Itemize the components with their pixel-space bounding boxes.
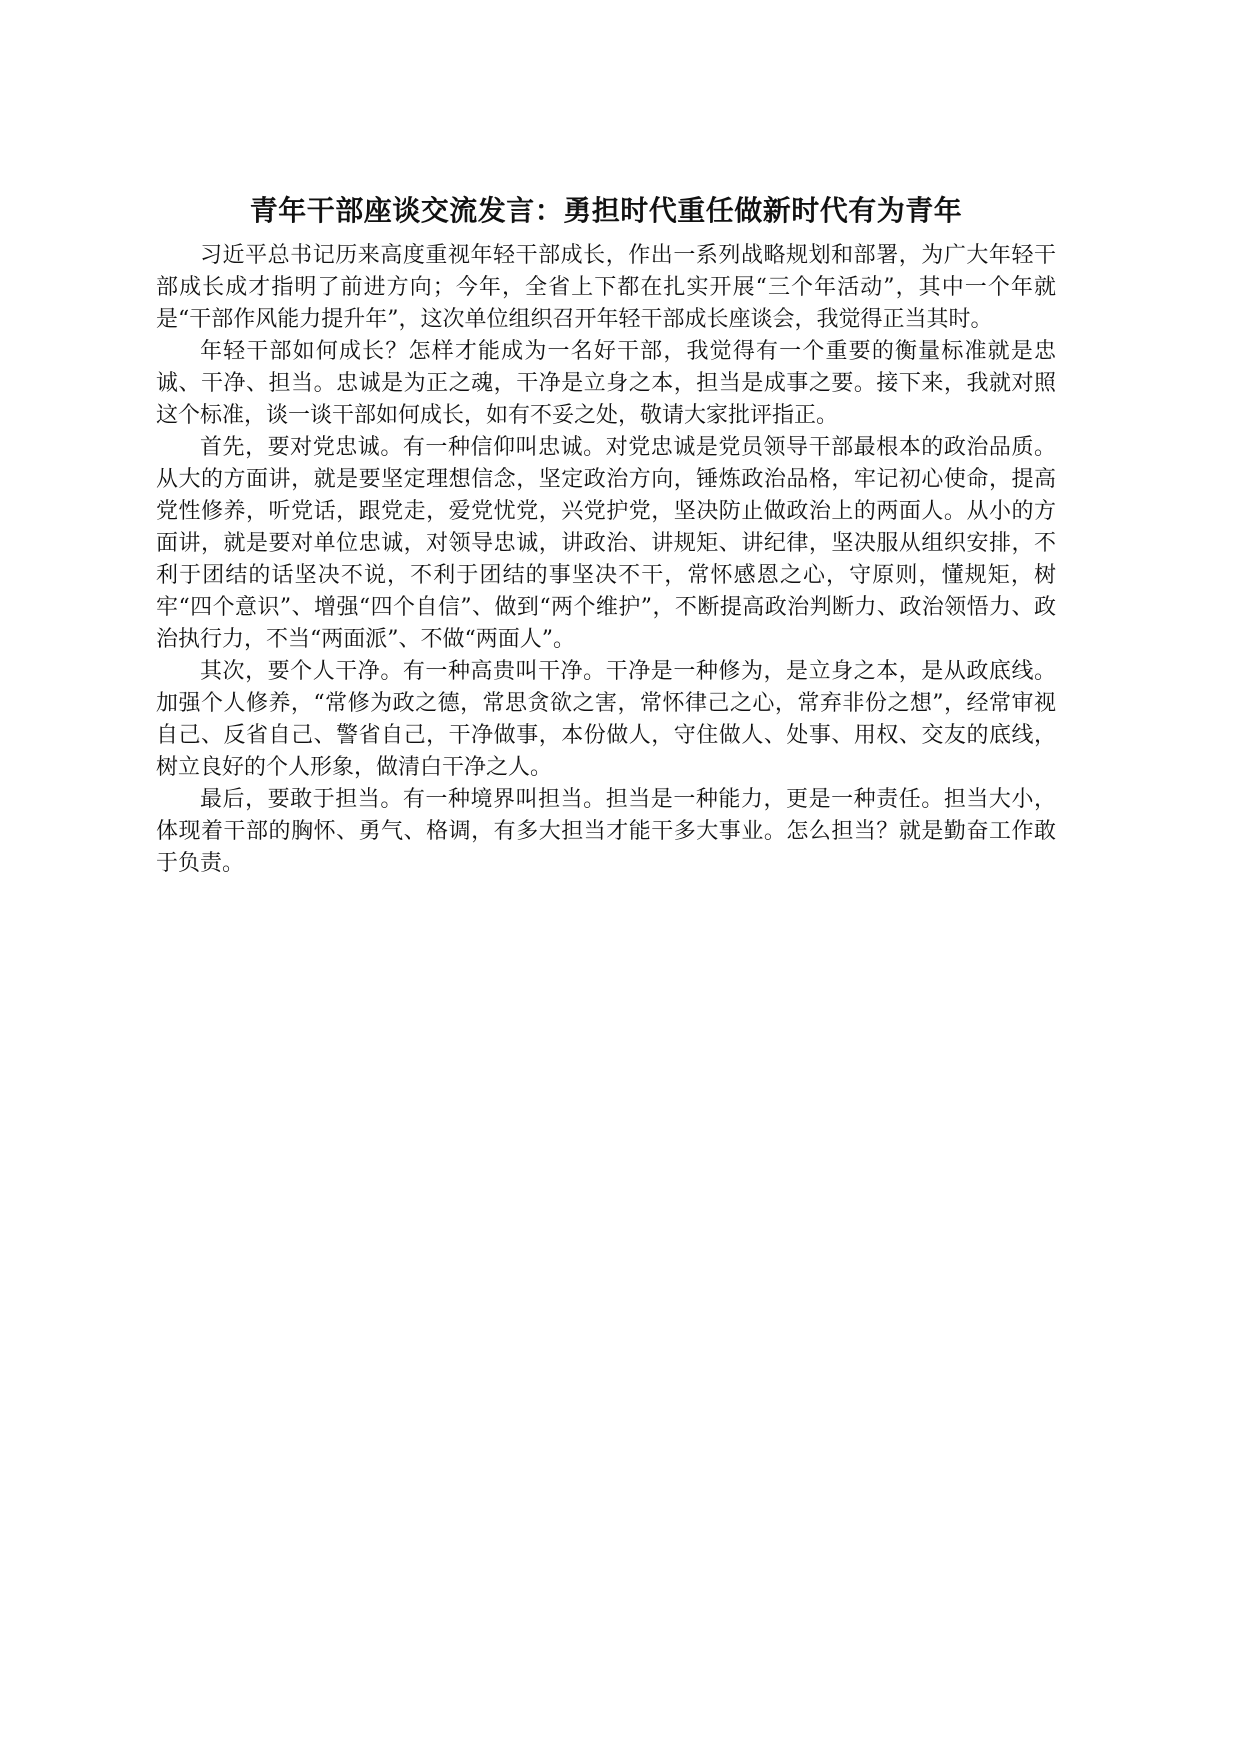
paragraph-loyalty: 首先，要对党忠诚。有一种信仰叫忠诚。对党忠诚是党员领导干部最根本的政治品质。从大的方面讲，就是要坚定理想信念，坚定政治方向，锤炼政治品格，牢记初心使命，提高党性修养，听党话，跟党走，爱党忧党，兴党护党，坚决防止做政治上的两面人。从小的方面讲，就是要对单位忠诚，对领导忠诚，讲政治、讲规矩、讲纪律，坚决服从组织安排，不利于团结的话坚决不说，不利于团结的事坚决不干，常怀感恩之心，守原则，懂规矩，树牢“四个意识”、增强“四个自信”、做到“两个维护”，不断提高政治判断力、政治领悟力、政治执行力，不当“两面派”、不做“两面人”。 [156,435,1056,652]
paragraph-responsibility: 最后，要敢于担当。有一种境界叫担当。担当是一种能力，更是一种责任。担当大小，体现着干部的胸怀、勇气、格调，有多大担当才能干多大事业。怎么担当？就是勤奋工作敢于负责。 [156,787,1056,876]
paragraph-intro: 习近平总书记历来高度重视年轻干部成长，作出一系列战略规划和部署，为广大年轻干部成长成才指明了前进方向；今年，全省上下都在扎实开展“三个年活动”，其中一个年就是“干部作风能力提升年”，这次单位组织召开年轻干部成长座谈会，我觉得正当其时。 [156,243,1056,332]
paragraph-integrity: 其次，要个人干净。有一种高贵叫干净。干净是一种修为，是立身之本，是从政底线。加强个人修养，“常修为政之德，常思贪欲之害，常怀律己之心，常弃非份之想”，经常审视自己、反省自己、警省自己，干净做事，本份做人，守住做人、处事、用权、交友的底线，树立良好的个人形象，做清白干净之人。 [156,659,1056,780]
document-title: 青年干部座谈交流发言：勇担时代重任做新时代有为青年 [249,194,963,227]
paragraph-standard: 年轻干部如何成长？怎样才能成为一名好干部，我觉得有一个重要的衡量标准就是忠诚、干净、担当。忠诚是为正之魂，干净是立身之本，担当是成事之要。接下来，我就对照这个标准，谈一谈干部如何成长，如有不妥之处，敬请大家批评指正。 [156,339,1056,428]
title-spacer [156,226,1056,240]
document-body [156,196,1056,880]
